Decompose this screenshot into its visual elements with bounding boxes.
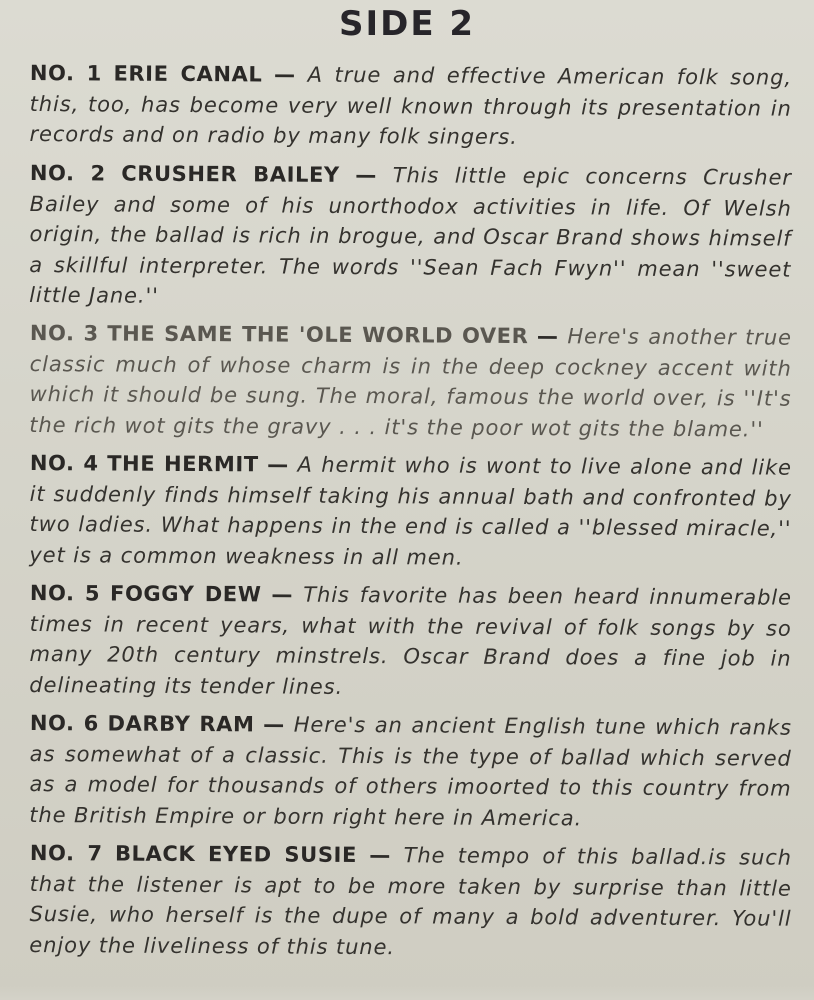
- track-title: FOGGY DEW: [110, 581, 262, 607]
- title-dash: —: [369, 843, 392, 868]
- track-description: The tempo of this ballad.is such that the listener is apt to be more taken by surprise than little Susie, who herself is the dupe of many a bold adventurer. You'll enjoy the liveliness of this tune.: [29, 843, 792, 959]
- title-dash: —: [536, 324, 559, 349]
- track-entry-1: [29, 58, 792, 154]
- track-number: NO. 7: [29, 840, 103, 866]
- track-number: NO. 4: [29, 450, 99, 476]
- track-title: ERIE CANAL: [113, 61, 263, 87]
- track-number: NO. 1: [29, 60, 102, 86]
- track-description: A true and effective American folk song, this, too, has become very well known through its presentation in records and on radio by many folk singers.: [29, 62, 793, 149]
- side-title: SIDE 2: [338, 4, 476, 44]
- track-title: THE HERMIT: [107, 451, 259, 477]
- track-number: NO. 5: [29, 580, 101, 606]
- track-number: NO. 6: [29, 710, 99, 736]
- track-entry-2: [29, 158, 792, 315]
- track-number: NO. 2: [29, 160, 106, 185]
- track-entry-6: [29, 708, 792, 835]
- track-title: BLACK EYED SUSIE: [114, 841, 358, 867]
- track-list: [30, 58, 792, 968]
- track-entry-7: [29, 838, 792, 965]
- title-dash: —: [271, 582, 294, 607]
- track-description: A hermit who is wont to live alone and like it suddenly finds himself taking his annual bath and confronted by two ladies. What happens in the end is called a ''blessed miracle,'' yet is a common weakness in all men.: [29, 452, 792, 570]
- track-description: This little epic concerns Crusher Bailey and some of his unorthodox activities in life. Of Welsh origin, the ballad is rich in brogue, and Oscar Brand shows himself a skillful interpreter. The words ''Sean Fach Fwyn'' mean ''sweet little Jane.'': [29, 162, 792, 308]
- title-dash: —: [263, 712, 286, 737]
- track-title: CRUSHER BAILEY: [121, 161, 340, 187]
- track-title: THE SAME THE 'OLE WORLD OVER: [107, 321, 529, 349]
- track-entry-3: [29, 318, 792, 445]
- track-entry-5: [29, 578, 792, 705]
- track-title: DARBY RAM: [107, 711, 255, 737]
- track-number: NO. 3: [29, 320, 99, 346]
- page-bottom-edge: [0, 986, 814, 1000]
- track-description: This favorite has been heard innumerable times in recent years, what with the revival of folk songs by so many 20th century minstrels. Oscar Brand does a fine job in delineating its tender lines.: [29, 582, 792, 699]
- track-description: Here's another true classic much of whose charm is in the deep cockney accent with which it should be sung. The moral, famous the world over, is ''It's the rich wot gits the gravy . . . it's the poor wot gits the blame.'': [29, 324, 792, 441]
- track-entry-4: [29, 448, 792, 575]
- track-description: Here's an ancient English tune which ranks as somewhat of a classic. This is the type of ballad which served as a model for thousands of others imoorted to this country from the British Empire or born right here in America.: [29, 712, 792, 830]
- title-dash: —: [274, 62, 297, 87]
- title-dash: —: [267, 452, 290, 477]
- title-dash: —: [355, 162, 378, 187]
